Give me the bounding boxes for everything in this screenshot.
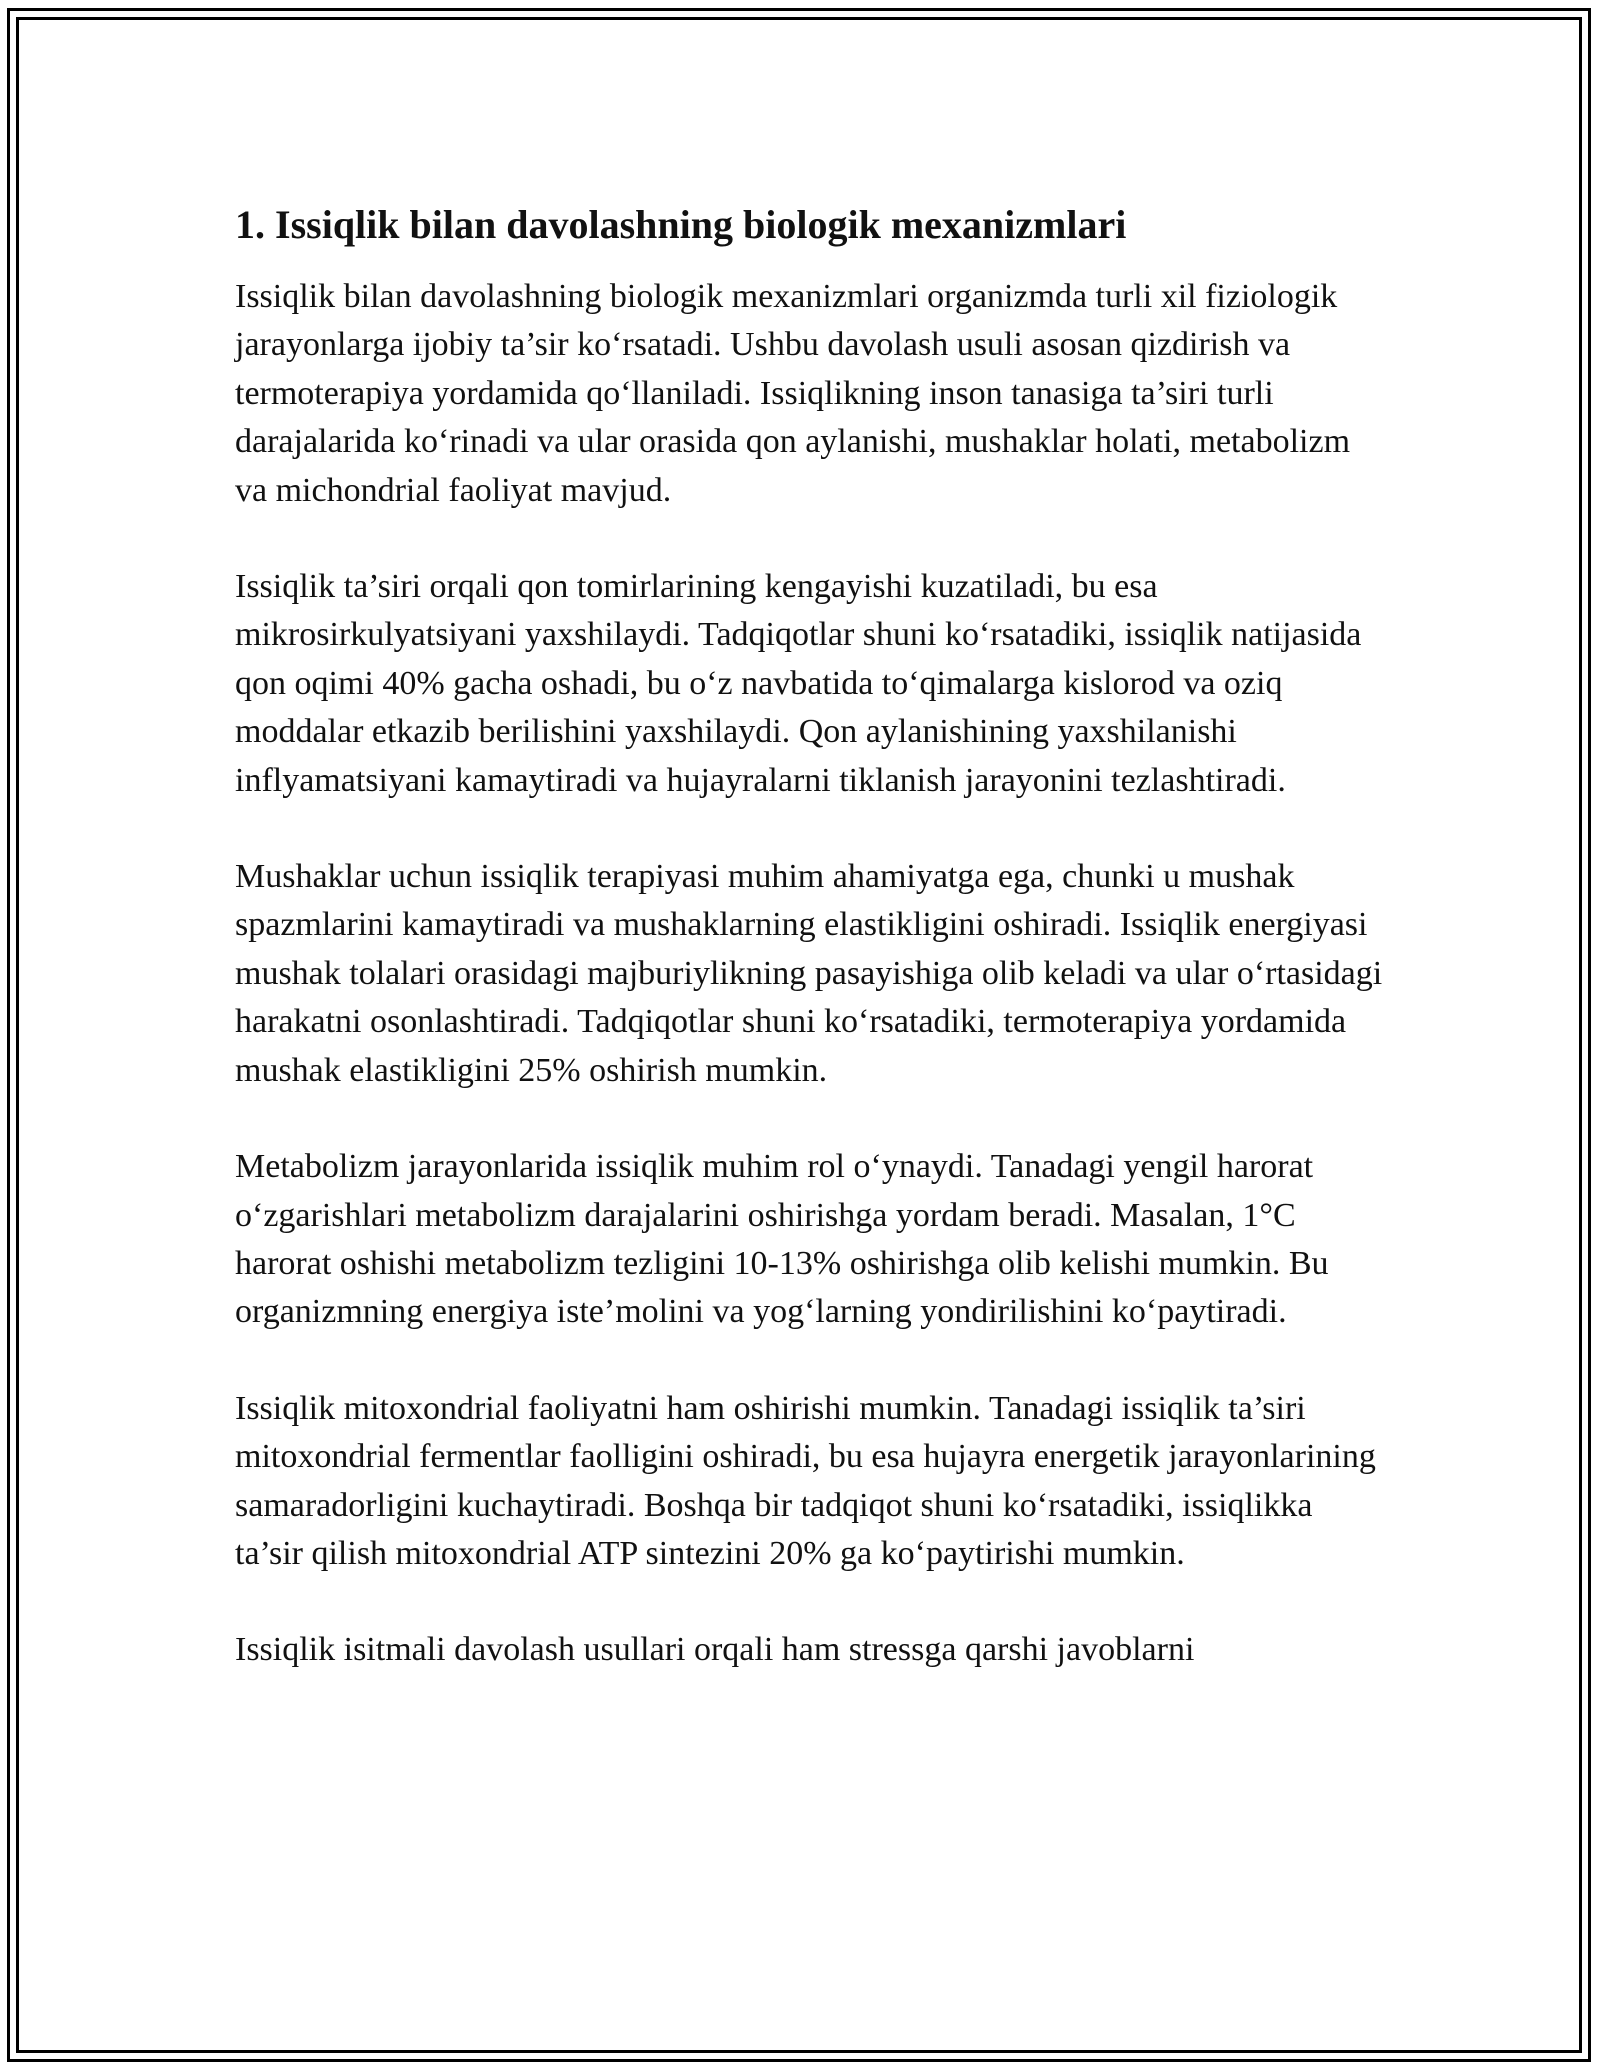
document-body bbox=[235, 195, 1385, 1675]
document-page bbox=[7, 8, 1591, 2062]
paragraph-blood-flow: Issiqlik ta’siri orqali qon tomirlarining kengayishi kuzatiladi, bu esa mikrosirkulyatsiyani yaxshilaydi. Tadqiqotlar shuni ko‘rsatadiki, issiqlik natijasida qon oqimi 40% gacha oshadi, bu o‘z navbatida to‘qimalarga kislorod va oziq moddalar etkazib berilishini yaxshilaydi. Qon aylanishining yaxshilanishi inflyamatsiyani kamaytiradi va hujayralarni tiklanish jarayonini tezlashtiradi. bbox=[235, 568, 1362, 799]
paragraph-muscles: Mushaklar uchun issiqlik terapiyasi muhim ahamiyatga ega, chunki u mushak spazmlarini kamaytiradi va mushaklarning elastikligini oshiradi. Issiqlik energiyasi mushak tolalari orasidagi majburiylikning pasayishiga olib keladi va ular o‘rtasidagi harakatni osonlashtiradi. Tadqiqotlar shuni ko‘rsatadiki, termoterapiya yordamida mushak elastikligini 25% oshirish mumkin. bbox=[235, 858, 1383, 1089]
paragraph-mitochondria: Issiqlik mitoxondrial faoliyatni ham oshirishi mumkin. Tanadagi issiqlik ta’siri mitoxondrial fermentlar faolligini oshiradi, bu esa hujayra energetik jarayonlarining samaradorligini kuchaytiradi. Boshqa bir tadqiqot shuni ko‘rsatadiki, issiqlikka ta’sir qilish mitoxondrial ATP sintezini 20% ga ko‘paytirishi mumkin. bbox=[235, 1389, 1376, 1572]
paragraph-metabolism: Metabolizm jarayonlarida issiqlik muhim rol o‘ynaydi. Tanadagi yengil harorat o‘zgarishlari metabolizm darajalarini oshirishga yordam beradi. Masalan, 1°C harorat oshishi metabolizm tezligini 10-13% oshirishga olib kelishi mumkin. Bu organizmning energiya iste’molini va yog‘larning yondirilishini ko‘paytiradi. bbox=[235, 1148, 1329, 1331]
paragraph-intro: Issiqlik bilan davolashning biologik mexanizmlari organizmda turli xil fiziologik jarayonlarga ijobiy ta’sir ko‘rsatadi. Ushbu davolash usuli asosan qizdirish va termoterapiya yordamida qo‘llaniladi. Issiqlikning inson tanasiga ta’siri turli darajalarida ko‘rinadi va ular orasida qon aylanishi, mushaklar holati, metabolizm va michondrial faoliyat mavjud. bbox=[235, 278, 1351, 509]
paragraph-stress: Issiqlik isitmali davolash usullari orqali ham stressga qarshi javoblarni bbox=[235, 1631, 1195, 1669]
section-heading: 1. Issiqlik bilan davolashning biologik mexanizmlari bbox=[235, 202, 1127, 247]
